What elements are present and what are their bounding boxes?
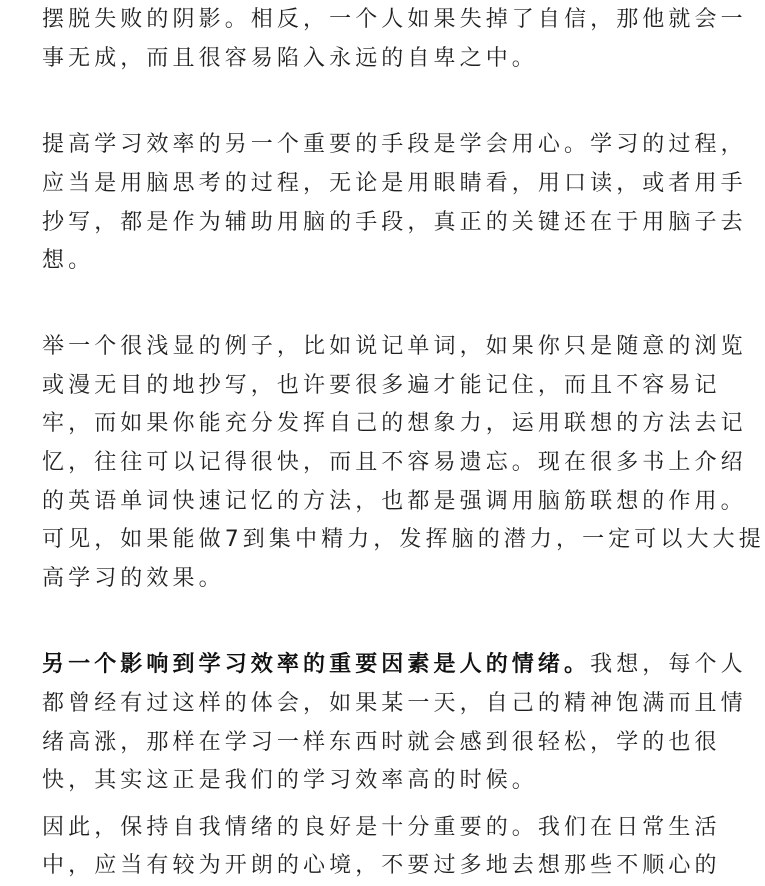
text-line: 可见，如果能做7到集中精力，发挥脑的潜力，一定可以大大提: [42, 527, 765, 552]
text-line: 牢，而如果你能充分发挥自己的想象力，运用联想的方法去记: [42, 411, 747, 436]
text-line: 快，其实这正是我们的学习效率高的时候。: [42, 768, 538, 793]
text-line: 都曾经有过这样的体会，如果某一天，自己的精神饱满而且情: [42, 691, 747, 716]
text-span: 我想，每个人: [590, 652, 747, 677]
text-line: [42, 645, 747, 685]
text-line: 中，应当有较为开朗的心境，不要过多地去想那些不顺心的: [42, 853, 721, 878]
text-line: 或漫无目的地抄写，也许要很多遍才能记住，而且不容易记: [42, 373, 721, 398]
text-line: 事无成，而且很容易陷入永远的自卑之中。: [42, 46, 538, 71]
text-line: 应当是用脑思考的过程，无论是用眼睛看，用口读，或者用手: [42, 171, 747, 196]
text-line: 想。: [42, 248, 95, 273]
text-line: 忆，往往可以记得很快，而且不容易遗忘。现在很多书上介绍: [42, 450, 747, 475]
text-line: 绪高涨，那样在学习一样东西时就会感到很轻松，学的也很: [42, 730, 721, 755]
text-line: 因此，保持自我情绪的良好是十分重要的。我们在日常生活: [42, 815, 721, 840]
text-line: 的英语单词快速记忆的方法，也都是强调用脑筋联想的作用。: [42, 489, 747, 514]
text-line: 抄写，都是作为辅助用脑的手段，真正的关键还在于用脑子去: [42, 210, 747, 235]
bold-lead-sentence: 另一个影响到学习效率的重要因素是人的情绪。: [42, 652, 591, 677]
text-line: 提高学习效率的另一个重要的手段是学会用心。学习的过程，: [42, 132, 747, 157]
text-line: 摆脱失败的阴影。相反，一个人如果失掉了自信，那他就会一: [42, 7, 747, 32]
text-line: 举一个很浅显的例子，比如说记单词，如果你只是随意的浏览: [42, 334, 747, 359]
text-line: 高学习的效果。: [42, 566, 225, 591]
